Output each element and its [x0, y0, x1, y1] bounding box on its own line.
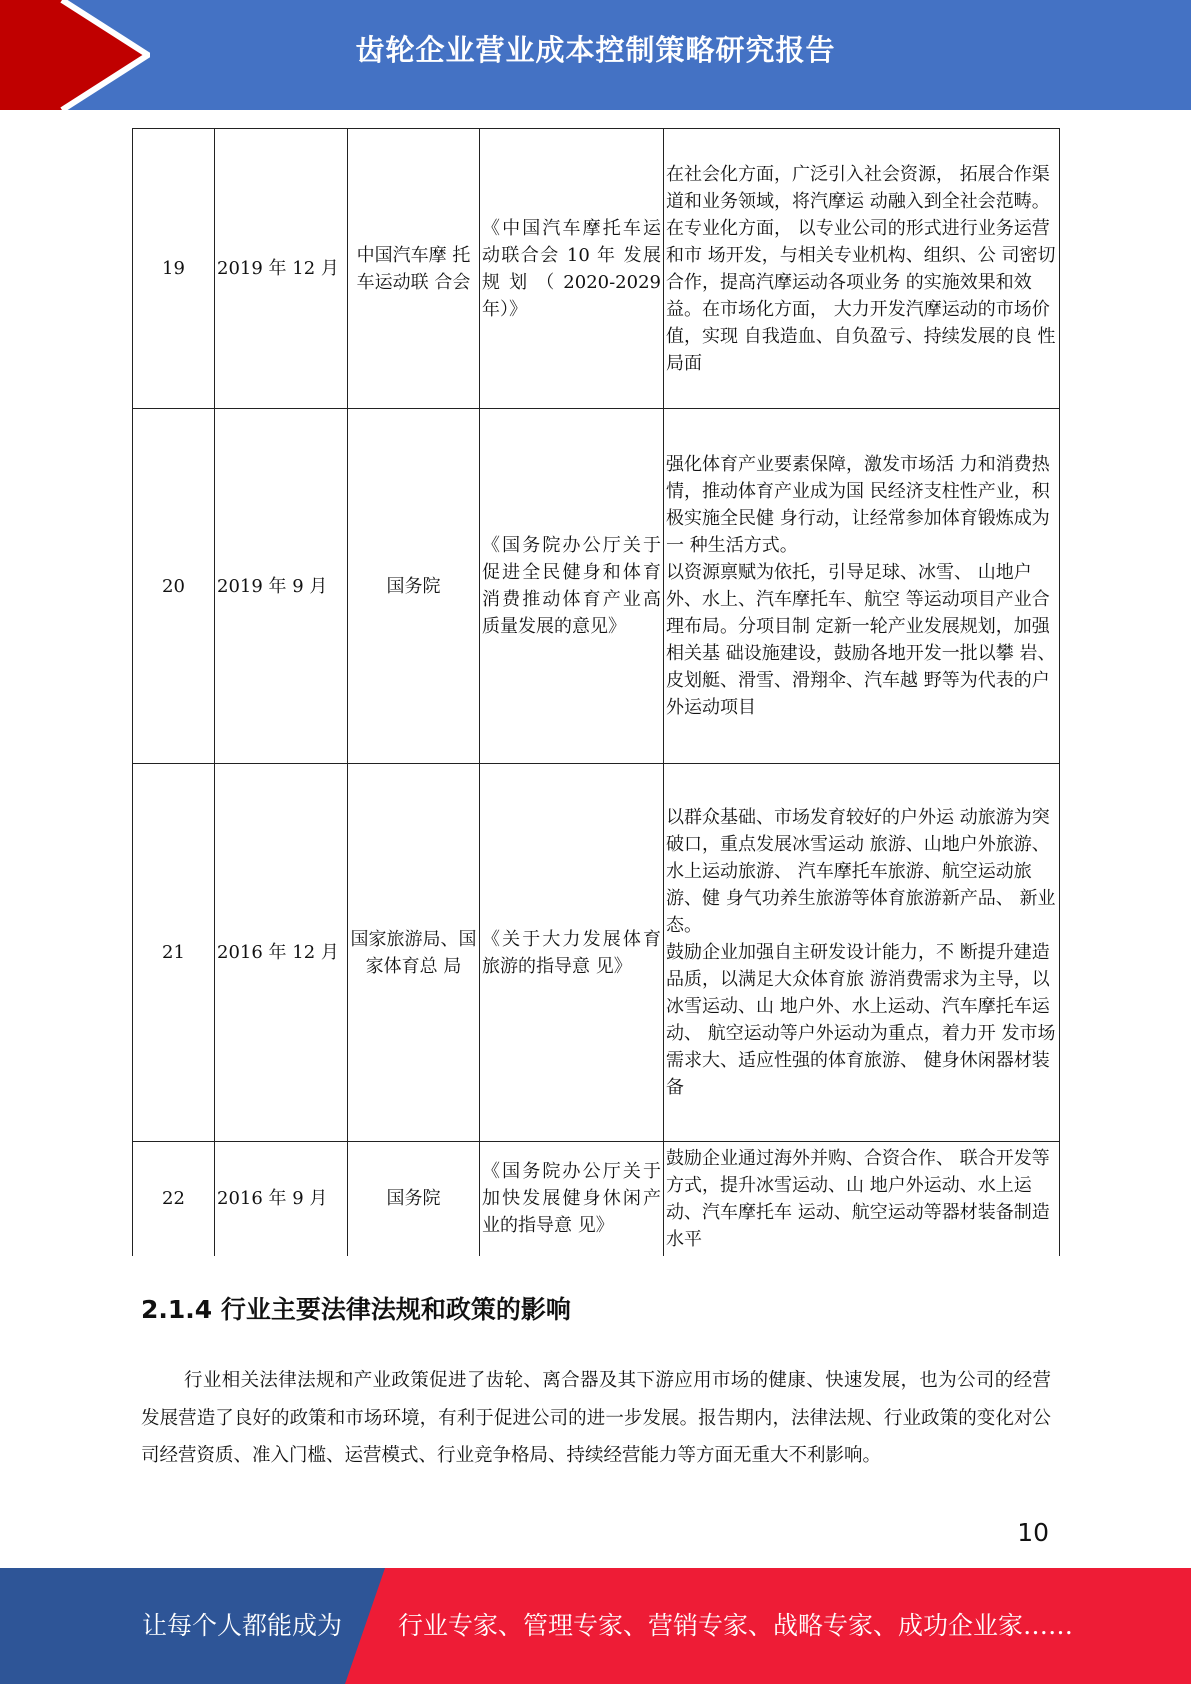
issue-date: 2019 年 9 月 [215, 409, 348, 764]
content-paragraph: 以群众基础、市场发育较好的户外运 动旅游为突破口，重点发展冰雪运动 旅游、山地户外旅游、水上运动旅游、 汽车摩托车旅游、航空运动旅游、健 身气功养生旅游等体育旅游新产品、 新业态。 [666, 807, 1056, 936]
section-paragraph: 行业相关法律法规和产业政策促进了齿轮、离合器及其下游应用市场的健康、快速发展，也为公司的经营发展营造了良好的政策和市场环境，有利于促进公司的进一步发展。报告期内，法律法规、行业政策的变化对公司经营资质、准入门槛、运营模式、行业竞争格局、持续经营能力等方面无重大不利影响。 [141, 1370, 1051, 1466]
table-row [133, 764, 1060, 1142]
page-footer [0, 1568, 1191, 1684]
page-header [0, 0, 1191, 110]
issue-date: 2016 年 9 月 [215, 1142, 348, 1256]
issuing-body: 国家旅游局、国家体育总 局 [348, 764, 480, 1142]
footer-slogan-right: 行业专家、管理专家、营销专家、战略专家、成功企业家…… [398, 1611, 1074, 1640]
policy-name: 《关于大力发展体育旅游的指导意 见》 [480, 764, 664, 1142]
content-paragraph: 鼓励企业加强自主研发设计能力，不 断提升建造品质，以满足大众体育旅 游消费需求为主导，以冰雪运动、山 地户外、水上运动、汽车摩托车运动、 航空运动等户外运动为重点，着力开 发市场需求大、适应性强的体育旅游、 健身休闲器材装备 [666, 942, 1056, 1098]
content-paragraph: 在社会化方面，广泛引入社会资源， 拓展合作渠道和业务领域，将汽摩运 动融入到全社会范畴。在专业化方面， 以专业公司的形式进行业务运营和市 场开发，与相关专业机构、组织、公 司密切合作，提高汽摩运动各项业务 的实施效果和效益。在市场化方面， 大力开发汽摩运动的市场价值，实现 自我造血、自负盈亏、持续发展的良 性局面 [666, 163, 1056, 374]
issuing-body: 中国汽车摩 托车运动联 合会 [348, 129, 480, 409]
footer-slogan-left: 让每个人都能成为 [142, 1611, 343, 1640]
policy-content [664, 409, 1060, 764]
section-heading: 2.1.4 行业主要法律法规和政策的影响 [141, 1295, 571, 1324]
policy-name: 《国务院办公厅关于促进全民健身和体育消费推动体育产业高质量发展的意见》 [480, 409, 664, 764]
row-number: 21 [133, 764, 215, 1142]
policy-content [664, 1142, 1060, 1256]
issue-date: 2019 年 12 月 [215, 129, 348, 409]
content-paragraph: 强化体育产业要素保障，激发市场活 力和消费热情，推动体育产业成为国 民经济支柱性产业，积极实施全民健 身行动，让经常参加体育锻炼成为一 种生活方式。 [666, 454, 1050, 556]
table-row [133, 1142, 1060, 1256]
policy-table [132, 128, 1060, 1256]
content-paragraph: 鼓励企业通过海外并购、合资合作、 联合开发等方式，提升冰雪运动、山 地户外运动、水上运动、汽车摩托车 运动、航空运动等器材装备制造水平 [666, 1147, 1050, 1250]
table-row [133, 129, 1060, 409]
table-row [133, 409, 1060, 764]
report-title: 齿轮企业营业成本控制策略研究报告 [355, 33, 836, 67]
policy-content [664, 129, 1060, 409]
page-number: 10 [1017, 1518, 1049, 1547]
row-number: 20 [133, 409, 215, 764]
content-paragraph: 以资源禀赋为依托，引导足球、冰雪、 山地户外、水上、汽车摩托车、航空 等运动项目产业合理布局。分项目制 定新一轮产业发展规划，加强相关基 础设施建设，鼓励各地开发一批以攀 岩、皮划艇、滑雪、滑翔伞、汽车越 野等为代表的户外运动项目 [666, 562, 1056, 718]
policy-content [664, 764, 1060, 1142]
issue-date: 2016 年 12 月 [215, 764, 348, 1142]
policy-name: 《国务院办公厅关于加快发展健身休闲产业的指导意 见》 [480, 1142, 664, 1256]
issuing-body: 国务院 [348, 409, 480, 764]
row-number: 19 [133, 129, 215, 409]
issuing-body: 国务院 [348, 1142, 480, 1256]
policy-name: 《中国汽车摩托车运动联合会 10 年 发展规划（2020-2029 年）》 [480, 129, 664, 409]
row-number: 22 [133, 1142, 215, 1256]
